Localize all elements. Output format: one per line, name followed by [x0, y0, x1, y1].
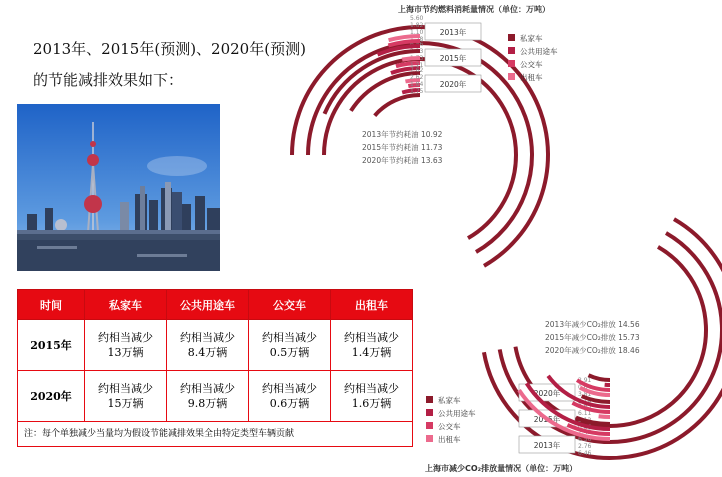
cell-line: 约相当减少 [262, 382, 317, 395]
intro-line-1: 2013年、2015年(预测)、2020年(预测) [33, 40, 306, 58]
value-label: 2.62 [410, 74, 424, 81]
legend-label: 公共用途车 [520, 47, 558, 56]
cell-line: 约相当减少 [98, 331, 153, 344]
bar-segment [599, 416, 610, 417]
cell-line: 约相当减少 [98, 382, 153, 395]
table-note: 注：每个单独减少当量均为假设节能减排效果全由特定类型车辆贡献 [18, 422, 413, 447]
cell-line: 15万辆 [107, 397, 144, 410]
legend-swatch [508, 73, 515, 80]
bar-segment [402, 58, 420, 60]
cell-line: 约相当减少 [262, 331, 317, 344]
fuel-saving-chart [292, 4, 558, 266]
legend-label: 公共用途车 [438, 409, 476, 418]
value-label: 1.73 [410, 55, 424, 62]
value-label: 1.82 [410, 22, 424, 29]
value-label: 1.75 [410, 88, 424, 95]
legend-label: 私家车 [438, 396, 461, 405]
value-label: 2.23 [410, 48, 424, 55]
value-label: 1.28 [410, 36, 424, 43]
legend-swatch [508, 47, 515, 54]
row-year: 2015年 [18, 320, 85, 371]
value-label: 1.10 [410, 29, 424, 36]
value-label: 6.56 [410, 41, 424, 48]
value-label: 6.56 [578, 436, 592, 443]
cell-line: 1.4万辆 [351, 346, 392, 359]
value-label: 3.81 [578, 391, 592, 398]
value-label: 0.86 [578, 424, 592, 431]
legend-swatch [508, 60, 515, 67]
legend-swatch [426, 435, 433, 442]
cell-line: 9.8万辆 [187, 397, 228, 410]
header-bus: 公交车 [249, 290, 331, 320]
chart-title: 上海市节约燃料消耗量情况（单位：万吨） [398, 5, 550, 14]
header-official-car: 公共用途车 [167, 290, 249, 320]
value-label: 5.60 [410, 15, 424, 22]
cell-line: 0.5万辆 [269, 346, 310, 359]
legend-label: 出租车 [438, 435, 461, 444]
legend-swatch [426, 409, 433, 416]
legend-swatch [426, 422, 433, 429]
cell-line: 约相当减少 [344, 331, 399, 344]
cell-line: 约相当减少 [180, 382, 235, 395]
value-label: 2.43 [578, 429, 592, 436]
cell-line: 约相当减少 [180, 331, 235, 344]
cell-line: 0.6万辆 [269, 397, 310, 410]
legend-label: 私家车 [520, 34, 543, 43]
bar-segment [375, 95, 420, 116]
year-label: 2020年 [533, 389, 561, 398]
year-label: 2020年 [439, 80, 467, 89]
year-label: 2015年 [439, 54, 467, 63]
value-label: 3.14 [578, 398, 592, 405]
total-label: 2015年减少CO₂排放 15.73 [545, 333, 640, 342]
value-label: 1.21 [410, 62, 424, 69]
value-label: 2.65 [578, 403, 592, 410]
value-label: 6.11 [578, 410, 592, 417]
total-label: 2020年节约耗油 13.63 [362, 156, 443, 165]
header-private-car: 私家车 [85, 290, 167, 320]
total-label: 2013年减少CO₂排放 14.56 [545, 320, 640, 329]
legend-swatch [426, 396, 433, 403]
legend-swatch [508, 34, 515, 41]
value-label: 6.46 [578, 450, 592, 457]
value-label: 2.76 [578, 443, 592, 450]
header-time: 时间 [18, 290, 85, 320]
bar-segment [589, 375, 611, 380]
year-label: 2013年 [439, 28, 467, 37]
value-label: 1.84 [410, 81, 424, 88]
co2-reduction-chart [425, 219, 722, 473]
cell-line: 8.4万辆 [187, 346, 228, 359]
header-taxi: 出租车 [331, 290, 413, 320]
total-label: 2020年减少CO₂排放 18.46 [545, 346, 640, 355]
legend-label: 出租车 [520, 73, 543, 82]
year-label: 2015年 [533, 415, 561, 424]
year-label: 2013年 [533, 441, 561, 450]
chart-title: 上海市减少CO₂排放量情况（单位：万吨） [425, 464, 578, 473]
value-label: 2.91 [578, 377, 592, 384]
legend-label: 公交车 [438, 422, 461, 431]
value-label: 7.62 [410, 67, 424, 74]
total-label: 2013年节约耗油 10.92 [362, 130, 443, 139]
cell-line: 约相当减少 [344, 382, 399, 395]
intro-line-2: 的节能减排效果如下： [33, 71, 184, 89]
total-label: 2015年节约耗油 11.73 [362, 143, 443, 152]
value-label: 0.64 [578, 384, 592, 391]
cell-line: 13万辆 [107, 346, 144, 359]
legend-label: 公交车 [520, 60, 543, 69]
value-label: 3.12 [578, 417, 592, 424]
cell-line: 1.6万辆 [351, 397, 392, 410]
row-year: 2020年 [18, 371, 85, 422]
